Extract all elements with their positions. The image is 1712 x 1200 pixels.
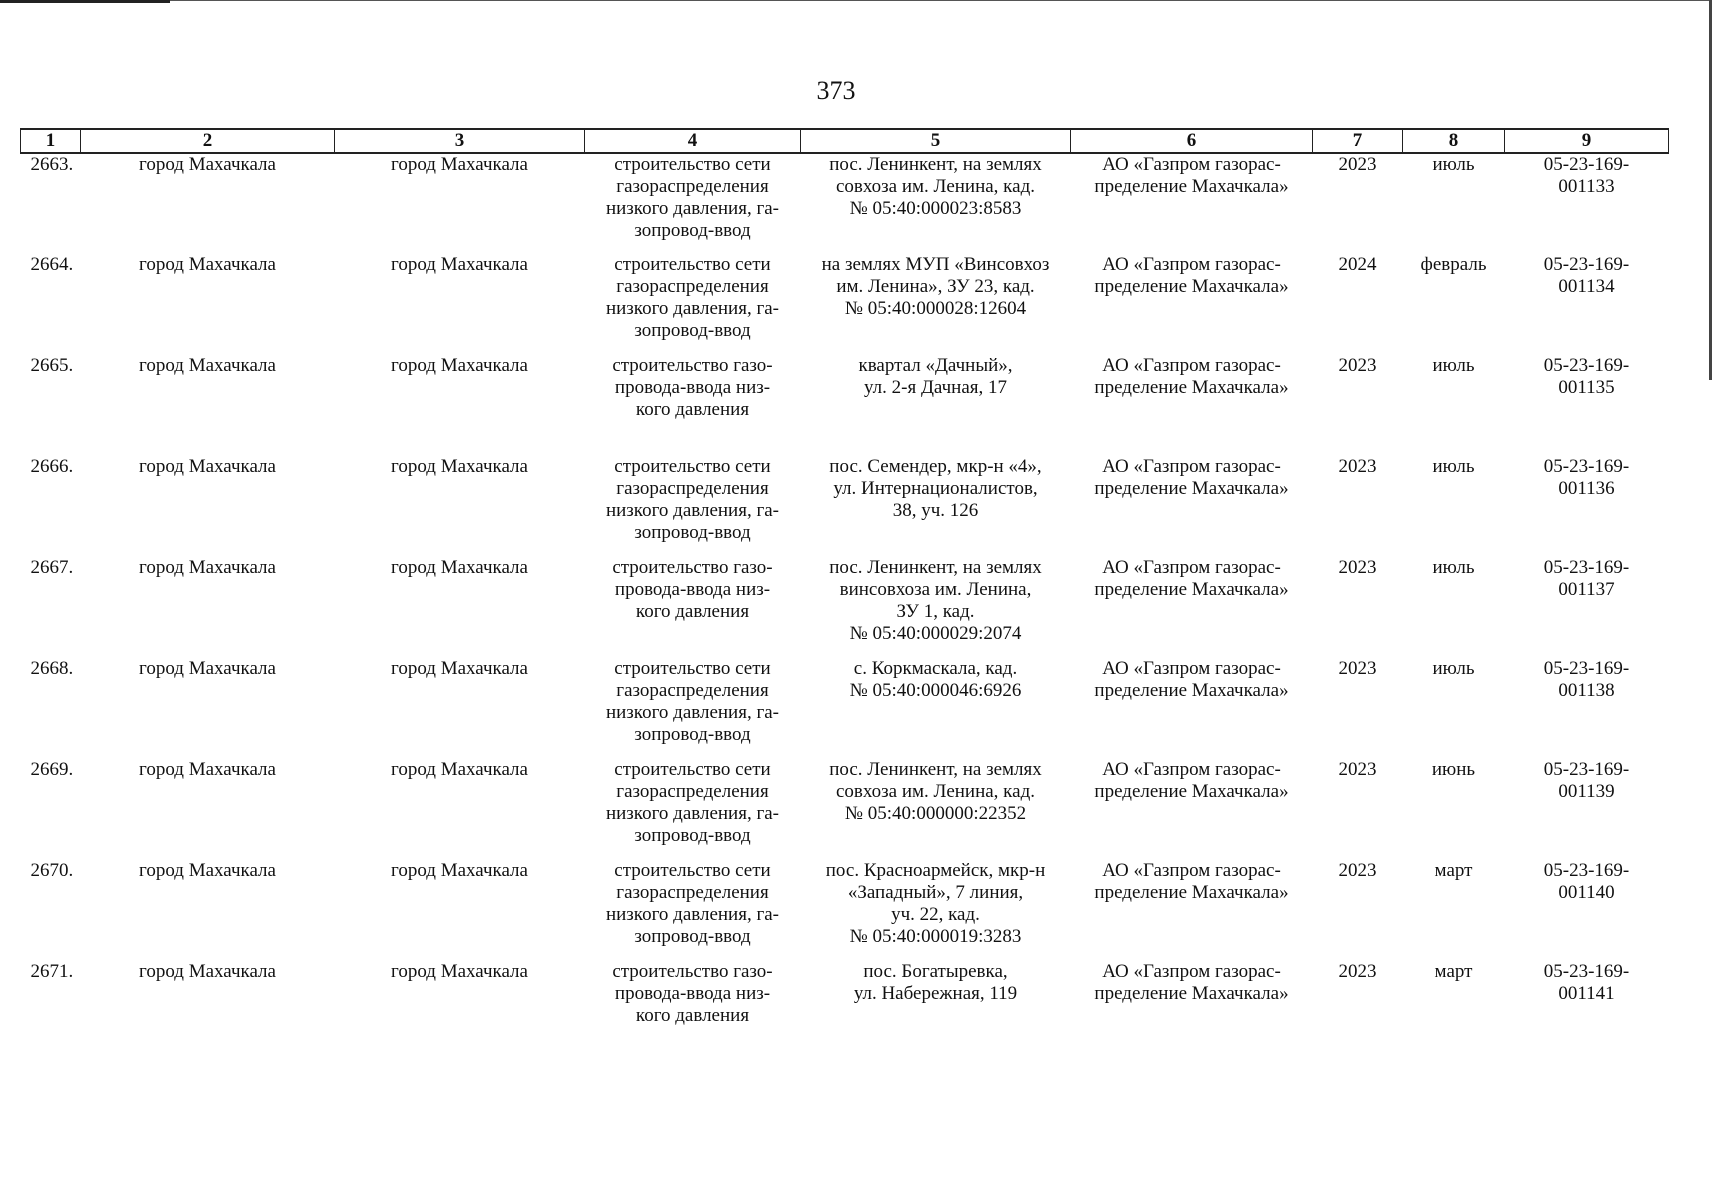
operator-cell-line: АО «Газпром газорас- <box>1102 456 1281 477</box>
code-cell-line: 05-23-169- <box>1543 355 1630 376</box>
month-cell: февраль <box>1420 254 1487 275</box>
table-row <box>21 355 1669 456</box>
region-cell: город Махачкала <box>139 961 276 982</box>
work-description-cell-line: строительство сети <box>614 254 771 275</box>
column-header-2: 2 <box>81 129 335 153</box>
work-description-cell-line: низкого давления, га- <box>605 803 780 824</box>
code-cell-line: 05-23-169- <box>1543 658 1630 679</box>
operator-cell-line: АО «Газпром газорас- <box>1102 254 1281 275</box>
table-row <box>21 254 1669 355</box>
municipality-cell: город Махачкала <box>391 254 528 275</box>
work-description-cell-line: газораспределения <box>616 680 769 701</box>
operator-cell-line: пределение Махачкала» <box>1094 276 1289 297</box>
operator-cell-line: пределение Махачкала» <box>1094 781 1289 802</box>
operator-cell <box>1071 355 1313 456</box>
work-description-cell-line: провода-ввода низ- <box>614 983 771 1004</box>
address-cell-line: № 05:40:000029:2074 <box>849 623 1022 644</box>
column-header-1: 1 <box>21 129 81 153</box>
operator-cell <box>1071 860 1313 961</box>
operator-cell <box>1071 759 1313 860</box>
address-cell-line: им. Ленина», ЗУ 23, кад. <box>836 276 1035 297</box>
year-cell: 2023 <box>1338 658 1377 679</box>
code-cell-line: 001138 <box>1558 680 1615 701</box>
address-cell-line: ЗУ 1, кад. <box>896 601 975 622</box>
address-cell-line: ул. Набережная, 119 <box>853 983 1018 1004</box>
municipality-cell: город Махачкала <box>391 658 528 679</box>
address-cell-line: № 05:40:000028:12604 <box>844 298 1027 319</box>
work-description-cell-line: зопровод-ввод <box>634 320 751 341</box>
address-cell-line: 38, уч. 126 <box>892 500 979 521</box>
municipality-cell: город Махачкала <box>391 961 528 982</box>
row-number: 2668. <box>30 658 74 679</box>
work-description-cell-line: кого давления <box>635 1005 750 1026</box>
registry-table-container <box>20 128 1668 1062</box>
address-cell-line: пос. Красноармейск, мкр-н <box>825 860 1046 881</box>
code-cell-line: 05-23-169- <box>1543 254 1630 275</box>
code-cell-line: 001141 <box>1558 983 1615 1004</box>
municipality-cell: город Махачкала <box>391 860 528 881</box>
work-description-cell-line: низкого давления, га- <box>605 500 780 521</box>
month-cell: июль <box>1432 355 1475 376</box>
work-description-cell-line: зопровод-ввод <box>634 724 751 745</box>
code-cell <box>1505 254 1669 355</box>
address-cell-line: пос. Ленинкент, на землях <box>829 557 1042 578</box>
scan-edge-top <box>0 0 1712 5</box>
page-number: 373 <box>816 76 856 105</box>
operator-cell-line: пределение Махачкала» <box>1094 983 1289 1004</box>
year-cell: 2023 <box>1338 456 1377 477</box>
year-cell: 2023 <box>1338 961 1377 982</box>
address-cell-line: квартал «Дачный», <box>858 355 1013 376</box>
month-cell: март <box>1434 961 1473 982</box>
work-description-cell <box>585 557 801 658</box>
month-cell: март <box>1434 860 1473 881</box>
work-description-cell-line: низкого давления, га- <box>605 298 780 319</box>
row-number: 2667. <box>30 557 74 578</box>
operator-cell-line: пределение Махачкала» <box>1094 176 1289 197</box>
municipality-cell: город Махачкала <box>391 456 528 477</box>
operator-cell <box>1071 961 1313 1062</box>
row-number: 2666. <box>30 456 74 477</box>
code-cell <box>1505 456 1669 557</box>
operator-cell <box>1071 456 1313 557</box>
code-cell-line: 001137 <box>1558 579 1615 600</box>
table-row <box>21 759 1669 860</box>
work-description-cell <box>585 759 801 860</box>
row-number: 2671. <box>30 961 74 982</box>
month-cell: июнь <box>1431 759 1476 780</box>
year-cell: 2023 <box>1338 154 1377 175</box>
region-cell: город Махачкала <box>139 254 276 275</box>
table-header <box>21 129 1669 153</box>
month-cell: июль <box>1432 658 1475 679</box>
registry-table <box>20 128 1669 1062</box>
region-cell: город Махачкала <box>139 759 276 780</box>
code-cell-line: 001133 <box>1558 176 1615 197</box>
address-cell-line: ул. Интернационалистов, <box>833 478 1038 499</box>
work-description-cell-line: газораспределения <box>616 478 769 499</box>
work-description-cell-line: зопровод-ввод <box>634 522 751 543</box>
municipality-cell: город Махачкала <box>391 759 528 780</box>
work-description-cell <box>585 254 801 355</box>
work-description-cell-line: провода-ввода низ- <box>614 377 771 398</box>
address-cell-line: пос. Семендер, мкр-н «4», <box>829 456 1042 477</box>
work-description-cell-line: строительство сети <box>614 860 771 881</box>
address-cell-line: ул. 2-я Дачная, 17 <box>864 377 1007 398</box>
address-cell <box>801 961 1071 1062</box>
work-description-cell-line: зопровод-ввод <box>634 926 751 947</box>
operator-cell-line: пределение Махачкала» <box>1094 579 1289 600</box>
address-cell-line: пос. Богатыревка, <box>863 961 1008 982</box>
code-cell-line: 001136 <box>1558 478 1615 499</box>
work-description-cell-line: строительство сети <box>614 759 771 780</box>
table-row <box>21 557 1669 658</box>
year-cell: 2023 <box>1338 759 1377 780</box>
year-cell: 2023 <box>1338 860 1377 881</box>
table-row <box>21 153 1669 254</box>
code-cell <box>1505 961 1669 1062</box>
code-cell-line: 05-23-169- <box>1543 557 1630 578</box>
municipality-cell: город Махачкала <box>391 154 528 175</box>
work-description-cell-line: строительство газо- <box>612 355 773 376</box>
region-cell: город Махачкала <box>139 860 276 881</box>
address-cell <box>801 456 1071 557</box>
work-description-cell-line: строительство сети <box>614 658 771 679</box>
table-row <box>21 860 1669 961</box>
region-cell: город Махачкала <box>139 557 276 578</box>
work-description-cell-line: низкого давления, га- <box>605 198 780 219</box>
table-row <box>21 658 1669 759</box>
address-cell-line: совхоза им. Ленина, кад. <box>836 176 1035 197</box>
month-cell: июль <box>1432 456 1475 477</box>
month-cell: июль <box>1432 557 1475 578</box>
address-cell-line: винсовхоза им. Ленина, <box>839 579 1032 600</box>
code-cell <box>1505 557 1669 658</box>
code-cell-line: 05-23-169- <box>1543 759 1630 780</box>
operator-cell-line: пределение Махачкала» <box>1094 882 1289 903</box>
work-description-cell <box>585 456 801 557</box>
work-description-cell-line: газораспределения <box>616 781 769 802</box>
region-cell: город Махачкала <box>139 456 276 477</box>
row-number: 2664. <box>30 254 74 275</box>
operator-cell-line: АО «Газпром газорас- <box>1102 860 1281 881</box>
code-cell-line: 05-23-169- <box>1543 961 1630 982</box>
operator-cell <box>1071 557 1313 658</box>
address-cell-line: совхоза им. Ленина, кад. <box>836 781 1035 802</box>
code-cell <box>1505 860 1669 961</box>
operator-cell-line: АО «Газпром газорас- <box>1102 759 1281 780</box>
row-number: 2670. <box>30 860 74 881</box>
table-row <box>21 961 1669 1062</box>
work-description-cell-line: строительство сети <box>614 456 771 477</box>
work-description-cell <box>585 153 801 254</box>
table-body <box>21 153 1669 1062</box>
operator-cell <box>1071 658 1313 759</box>
work-description-cell <box>585 658 801 759</box>
year-cell: 2024 <box>1338 254 1377 275</box>
address-cell <box>801 355 1071 456</box>
operator-cell-line: АО «Газпром газорас- <box>1102 154 1281 175</box>
work-description-cell-line: строительство газо- <box>612 961 773 982</box>
region-cell: город Махачкала <box>139 658 276 679</box>
work-description-cell-line: кого давления <box>635 399 750 420</box>
work-description-cell-line: провода-ввода низ- <box>614 579 771 600</box>
code-cell-line: 05-23-169- <box>1543 456 1630 477</box>
address-cell-line: пос. Ленинкент, на землях <box>829 759 1042 780</box>
municipality-cell: город Махачкала <box>391 557 528 578</box>
operator-cell-line: пределение Махачкала» <box>1094 377 1289 398</box>
work-description-cell <box>585 961 801 1062</box>
code-cell-line: 05-23-169- <box>1543 860 1630 881</box>
address-cell-line: уч. 22, кад. <box>891 904 980 925</box>
work-description-cell-line: зопровод-ввод <box>634 220 751 241</box>
table-row <box>21 456 1669 557</box>
address-cell-line: № 05:40:000000:22352 <box>844 803 1027 824</box>
work-description-cell-line: зопровод-ввод <box>634 825 751 846</box>
column-header-9: 9 <box>1505 129 1669 153</box>
work-description-cell-line: газораспределения <box>616 882 769 903</box>
address-cell <box>801 860 1071 961</box>
address-cell-line: № 05:40:000046:6926 <box>849 680 1022 701</box>
address-cell <box>801 153 1071 254</box>
work-description-cell-line: газораспределения <box>616 176 769 197</box>
code-cell <box>1505 759 1669 860</box>
work-description-cell-line: низкого давления, га- <box>605 702 780 723</box>
operator-cell-line: пределение Махачкала» <box>1094 680 1289 701</box>
municipality-cell: город Махачкала <box>391 355 528 376</box>
address-cell <box>801 759 1071 860</box>
column-header-5: 5 <box>801 129 1071 153</box>
operator-cell-line: АО «Газпром газорас- <box>1102 961 1281 982</box>
work-description-cell-line: строительство газо- <box>612 557 773 578</box>
row-number: 2669. <box>30 759 74 780</box>
region-cell: город Махачкала <box>139 154 276 175</box>
address-cell <box>801 658 1071 759</box>
work-description-cell <box>585 355 801 456</box>
work-description-cell-line: строительство сети <box>614 154 771 175</box>
column-header-3: 3 <box>335 129 585 153</box>
address-cell-line: на землях МУП «Винсовхоз <box>821 254 1050 275</box>
address-cell <box>801 254 1071 355</box>
work-description-cell-line: газораспределения <box>616 276 769 297</box>
code-cell-line: 05-23-169- <box>1543 154 1630 175</box>
operator-cell-line: АО «Газпром газорас- <box>1102 658 1281 679</box>
operator-cell-line: АО «Газпром газорас- <box>1102 557 1281 578</box>
operator-cell <box>1071 153 1313 254</box>
address-cell <box>801 557 1071 658</box>
code-cell-line: 001140 <box>1558 882 1615 903</box>
column-header-8: 8 <box>1403 129 1505 153</box>
address-cell-line: с. Коркмаскала, кад. <box>853 658 1018 679</box>
address-cell-line: № 05:40:000019:3283 <box>849 926 1022 947</box>
code-cell <box>1505 355 1669 456</box>
operator-cell-line: пределение Махачкала» <box>1094 478 1289 499</box>
operator-cell-line: АО «Газпром газорас- <box>1102 355 1281 376</box>
work-description-cell <box>585 860 801 961</box>
column-header-7: 7 <box>1313 129 1403 153</box>
work-description-cell-line: кого давления <box>635 601 750 622</box>
address-cell-line: № 05:40:000023:8583 <box>849 198 1022 219</box>
address-cell-line: «Западный», 7 линия, <box>847 882 1024 903</box>
code-cell <box>1505 658 1669 759</box>
code-cell-line: 001135 <box>1558 377 1615 398</box>
operator-cell <box>1071 254 1313 355</box>
region-cell: город Махачкала <box>139 355 276 376</box>
month-cell: июль <box>1432 154 1475 175</box>
code-cell <box>1505 153 1669 254</box>
row-number: 2663. <box>30 154 74 175</box>
work-description-cell-line: низкого давления, га- <box>605 904 780 925</box>
code-cell-line: 001134 <box>1558 276 1615 297</box>
year-cell: 2023 <box>1338 557 1377 578</box>
column-number-row <box>21 129 1669 153</box>
column-header-6: 6 <box>1071 129 1313 153</box>
code-cell-line: 001139 <box>1558 781 1615 802</box>
address-cell-line: пос. Ленинкент, на землях <box>829 154 1042 175</box>
column-header-4: 4 <box>585 129 801 153</box>
row-number: 2665. <box>30 355 74 376</box>
year-cell: 2023 <box>1338 355 1377 376</box>
